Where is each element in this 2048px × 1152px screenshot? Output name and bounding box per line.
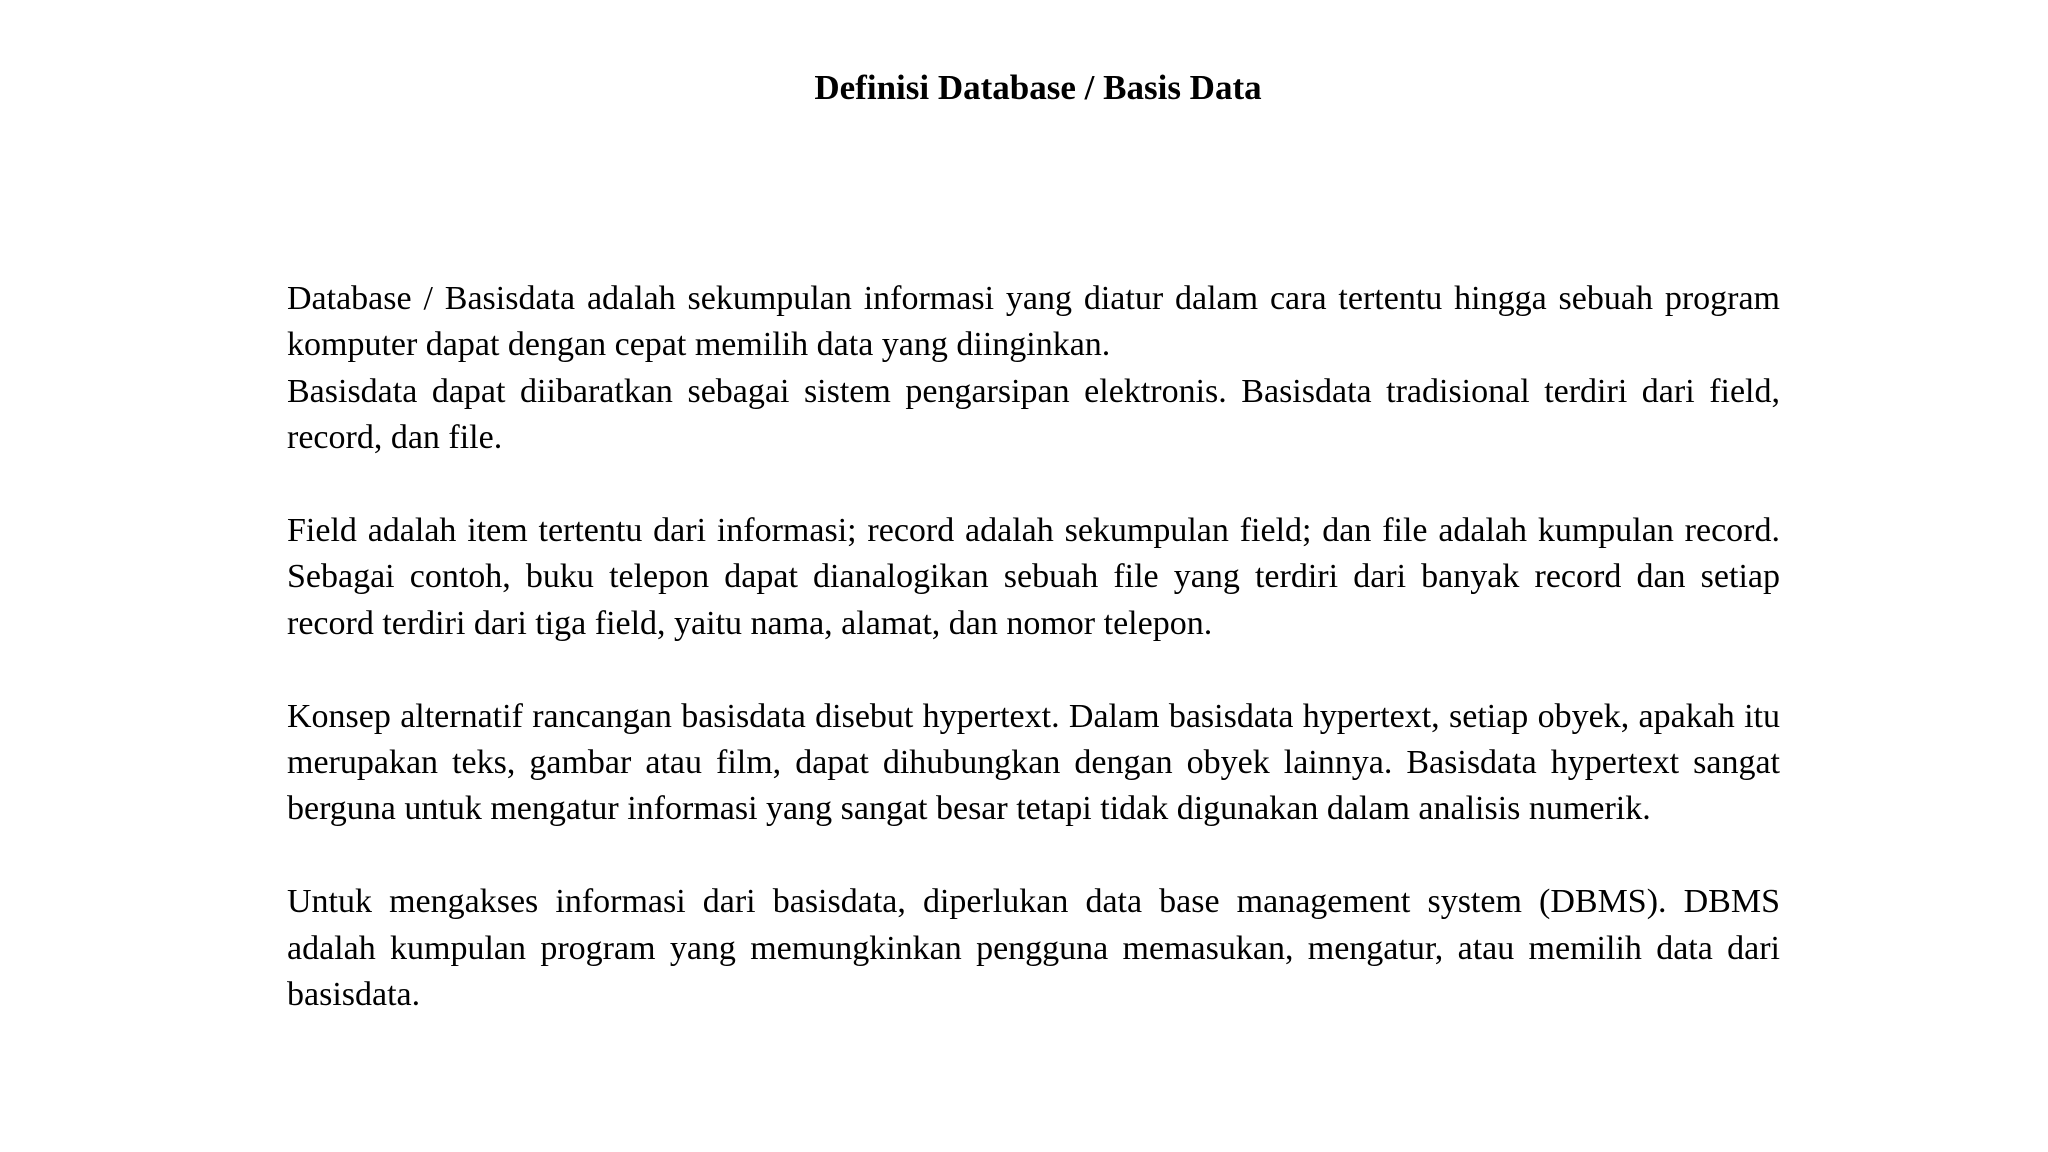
document-title: Definisi Database / Basis Data	[814, 68, 1262, 107]
paragraph-hypertext: Konsep alternatif rancangan basisdata disebut hypertext. Dalam basisdata hypertext, setiap obyek, apakah itu merupakan teks, gambar atau film, dapat dihubungkan dengan obyek lainnya. Basisdata hypertext sangat berguna untuk mengatur informasi yang sangat besar tetapi tidak digunakan dalam analisis numerik.	[287, 697, 1780, 828]
paragraph-field-record-file: Field adalah item tertentu dari informasi; record adalah sekumpulan field; dan file adalah kumpulan record. Sebagai contoh, buku telepon dapat dianalogikan sebuah file yang terdiri dari banyak record dan setiap record terdiri dari tiga field, yaitu nama, alamat, dan nomor telepon.	[287, 512, 1780, 642]
paragraph-dbms: Untuk mengakses informasi dari basisdata, diperlukan data base management system (DBMS). DBMS adalah kumpulan program yang memungkinkan pengguna memasukan, mengatur, atau memilih data dari basisdata.	[287, 883, 1780, 1014]
paragraph-electronic-filing: Basisdata dapat diibaratkan sebagai sistem pengarsipan elektronis. Basisdata tradisional terdiri dari field, record, dan file.	[287, 372, 1780, 457]
paragraph-database-definition: Database / Basisdata adalah sekumpulan informasi yang diatur dalam cara tertentu hingga sebuah program komputer dapat dengan cepat memilih data yang diinginkan.	[287, 280, 1780, 364]
document-body	[287, 276, 1780, 1018]
